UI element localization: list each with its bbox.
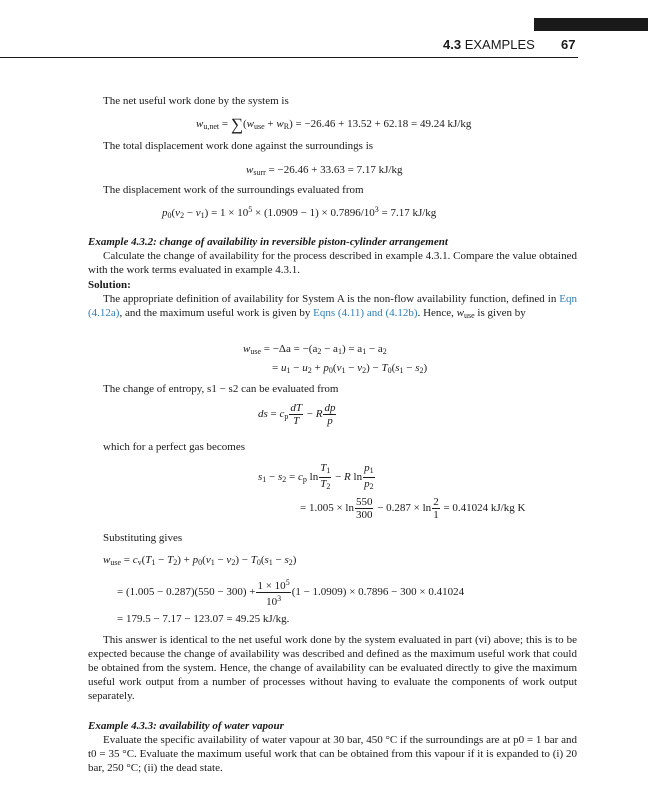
eq-wuse-sub1: $w_{use} = c_v(T_1 - T_2) + p_0(v_1 - v_2) - T_0(s_1 - s_2)$ — [103, 554, 297, 567]
section-title: EXAMPLES — [464, 37, 535, 52]
entropy-intro: The change of entropy, s1 − s2 can be evaluated from — [103, 383, 339, 395]
solution-para: The appropriate definition of availability for System A is the non-flow availability function, defined in Eqn (4.12a), and the maximum useful work is given by Eqns (4.11) and (4.12b). Hence, $w_{use}$ is given by — [88, 293, 578, 320]
ex433-body: Evaluate the specific availability of water vapour at 30 bar, 450 °C if the surroundings are at p0 = 1 bar and t0 = 35 °C. Evaluate the maximum useful work that can be obtained from this vapour if it is expanded to (i) 20 bar, 250 °C; (ii) the dead state. — [88, 734, 577, 774]
eq-wuse-sub2: = (1.005 − 0.287)(550 − 300) + $\frac{1 \times 10^5}{10^3}$ (1 − 1.0909) × 0.7896 − 300 × 0.41024 — [117, 578, 465, 608]
section-number: 4.3 — [443, 37, 462, 52]
answer-para: This answer is identical to the net useful work done by the system evaluated in part (vi) above; this is to be expected because the change of availability was described and defined as the maximum useful work that could be obtained from the system. Hence, the change of availability can be evaluated directly to give the maximum useful work output from a number of processes without having to evaluate the components of work output separately. — [88, 634, 577, 702]
ex433-title: Example 4.3.3: availability of water vapour — [88, 720, 284, 732]
total-disp-intro: The total displacement work done against the surroundings is — [103, 140, 374, 152]
eq-net-useful: $w_{u,net} = \sum(w_{use} + w_R) = -26.46 + 13.52 + 62.18 = 49.24$ kJ/kg — [196, 115, 472, 134]
eq-s1s2-line1: $s_1 - s_2 = c_p$ ln $\frac{T_1}{T_2}$ − R ln $\frac{p_1}{p_2}$ — [258, 462, 374, 491]
disp-surr-intro: The displacement work of the surroundings evaluated from — [103, 184, 364, 196]
link-eqns-4-11-4-12b[interactable]: Eqns (4.11) and (4.12b) — [313, 307, 418, 319]
perfect-gas-intro: which for a perfect gas becomes — [103, 441, 246, 453]
eq-wuse-sub3: = 179.5 − 7.17 − 123.07 = 49.25 kJ/kg. — [117, 613, 290, 625]
ex432-title: Example 4.3.2: change of availability in reversible piston-cylinder arrangement — [88, 236, 448, 248]
subst-intro: Substituting gives — [103, 532, 183, 544]
eq-wuse-1: $w_{use} = -\Delta a = -(a_2 - a_1) = a_1 - a_2$ — [243, 343, 387, 356]
eq-s1s2-line2: = 1.005 × ln $\frac{550}{300}$ − 0.287 × ln $\frac{2}{1}$ = 0.41024 kJ/kg K — [300, 496, 526, 521]
eq-wuse-2: = $u_1 - u_2 + p_0(v_1 - v_2) - T_0(s_1 - s_2)$ — [272, 362, 428, 375]
eq-ds: ds = $c_p$ $\frac{dT}{T}$ − R $\frac{dp}{p}$ — [258, 402, 336, 427]
eq-surr: $w_{surr} = -26.46 + 33.63 = 7.17$ kJ/kg — [246, 164, 403, 177]
page-number: 67 — [561, 37, 576, 52]
eq-disp: $p_0(v_2 - v_1) = 1 \times 10^5 \times (1.0909 - 1) \times 0.7896/10^3 = 7.17$ kJ/kg — [162, 205, 437, 220]
header-section — [443, 37, 535, 52]
link-eqn-4-12a[interactable]: Eqn (4.12a) — [88, 293, 578, 319]
header-rule — [0, 57, 578, 58]
ex432-body: Calculate the change of availability for the process described in example 4.3.1. Compare the value obtained with the work terms evaluated in example 4.3.1. — [88, 250, 577, 276]
header-bar — [534, 18, 648, 31]
solution-label: Solution: — [88, 279, 131, 291]
net-useful-intro: The net useful work done by the system is — [103, 95, 289, 107]
